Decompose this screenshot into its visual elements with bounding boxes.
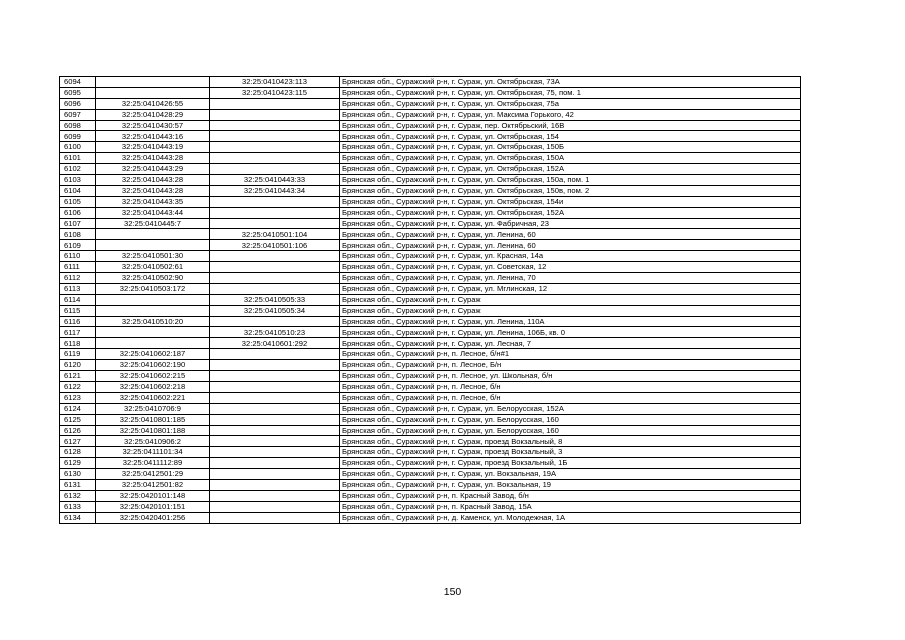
address-cell: Брянская обл., Суражский р-н, д. Каменск, ул. Молодежная, 1А — [340, 512, 801, 523]
address-cell: Брянская обл., Суражский р-н, г. Сураж, ул. Ленина, 70 — [340, 273, 801, 284]
address-cell: Брянская обл., Суражский р-н, г. Сураж, ул. Октябрьская, 75а — [340, 98, 801, 109]
address-cell: Брянская обл., Суражский р-н, п. Лесное, б/н — [340, 392, 801, 403]
row-number-cell: 6119 — [60, 349, 96, 360]
address-cell: Брянская обл., Суражский р-н, г. Сураж, ул. Ленина, 60 — [340, 229, 801, 240]
row-number-cell: 6096 — [60, 98, 96, 109]
object-cadastral-number-cell — [210, 349, 340, 360]
table-row — [60, 131, 801, 142]
row-number-cell: 6109 — [60, 240, 96, 251]
cadastral-number-cell: 32:25:0410510:20 — [96, 316, 210, 327]
address-cell: Брянская обл., Суражский р-н, п. Лесное, Б/н — [340, 360, 801, 371]
table-row — [60, 175, 801, 186]
table-row — [60, 381, 801, 392]
row-number-cell: 6106 — [60, 207, 96, 218]
address-cell: Брянская обл., Суражский р-н, г. Сураж, ул. Октябрьская, 154 — [340, 131, 801, 142]
cadastral-number-cell: 32:25:0412501:29 — [96, 469, 210, 480]
object-cadastral-number-cell — [210, 164, 340, 175]
object-cadastral-number-cell — [210, 109, 340, 120]
row-number-cell: 6103 — [60, 175, 96, 186]
table-row — [60, 327, 801, 338]
table-row — [60, 218, 801, 229]
object-cadastral-number-cell — [210, 142, 340, 153]
table-row — [60, 360, 801, 371]
object-cadastral-number-cell — [210, 479, 340, 490]
cadastral-number-cell — [96, 305, 210, 316]
cadastral-number-cell — [96, 240, 210, 251]
cadastral-number-cell: 32:25:0410430:57 — [96, 120, 210, 131]
row-number-cell: 6097 — [60, 109, 96, 120]
row-number-cell: 6118 — [60, 338, 96, 349]
address-cell: Брянская обл., Суражский р-н, п. Лесное, б/н#1 — [340, 349, 801, 360]
address-cell: Брянская обл., Суражский р-н, г. Сураж, ул. Белорусская, 152А — [340, 403, 801, 414]
table-row — [60, 196, 801, 207]
table-row — [60, 251, 801, 262]
table-row — [60, 392, 801, 403]
address-cell: Брянская обл., Суражский р-н, г. Сураж, ул. Октябрьская, 150Б — [340, 142, 801, 153]
table-row — [60, 273, 801, 284]
cadastral-number-cell: 32:25:0420101:151 — [96, 501, 210, 512]
object-cadastral-number-cell: 32:25:0410601:292 — [210, 338, 340, 349]
object-cadastral-number-cell — [210, 392, 340, 403]
table-row — [60, 87, 801, 98]
cadastral-number-cell: 32:25:0410443:19 — [96, 142, 210, 153]
table-row — [60, 262, 801, 273]
address-cell: Брянская обл., Суражский р-н, г. Сураж, ул. Ленина, 106Б, кв. 0 — [340, 327, 801, 338]
cadastral-number-cell — [96, 294, 210, 305]
cadastral-number-cell: 32:25:0410443:29 — [96, 164, 210, 175]
table-row — [60, 479, 801, 490]
object-cadastral-number-cell — [210, 414, 340, 425]
row-number-cell: 6126 — [60, 425, 96, 436]
cadastral-number-cell: 32:25:0410602:221 — [96, 392, 210, 403]
row-number-cell: 6130 — [60, 469, 96, 480]
address-cell: Брянская обл., Суражский р-н, г. Сураж, ул. Фабричная, 23 — [340, 218, 801, 229]
object-cadastral-number-cell — [210, 436, 340, 447]
row-number-cell: 6115 — [60, 305, 96, 316]
cadastral-number-cell: 32:25:0411101:34 — [96, 447, 210, 458]
row-number-cell: 6104 — [60, 185, 96, 196]
address-cell: Брянская обл., Суражский р-н, г. Сураж, ул. Белорусская, 160 — [340, 425, 801, 436]
table-row — [60, 142, 801, 153]
table-row — [60, 447, 801, 458]
cadastral-number-cell: 32:25:0410801:185 — [96, 414, 210, 425]
row-number-cell: 6113 — [60, 283, 96, 294]
table-row — [60, 98, 801, 109]
row-number-cell: 6102 — [60, 164, 96, 175]
address-cell: Брянская обл., Суражский р-н, г. Сураж, ул. Вокзальная, 19 — [340, 479, 801, 490]
table-row — [60, 240, 801, 251]
object-cadastral-number-cell — [210, 469, 340, 480]
address-cell: Брянская обл., Суражский р-н, п. Красный Завод, 15А — [340, 501, 801, 512]
row-number-cell: 6129 — [60, 458, 96, 469]
row-number-cell: 6133 — [60, 501, 96, 512]
object-cadastral-number-cell: 32:25:0410505:33 — [210, 294, 340, 305]
row-number-cell: 6123 — [60, 392, 96, 403]
row-number-cell: 6131 — [60, 479, 96, 490]
cadastral-number-cell: 32:25:0410502:90 — [96, 273, 210, 284]
address-cell: Брянская обл., Суражский р-н, г. Сураж, ул. Октябрьская, 154и — [340, 196, 801, 207]
object-cadastral-number-cell: 32:25:0410505:34 — [210, 305, 340, 316]
row-number-cell: 6121 — [60, 371, 96, 382]
object-cadastral-number-cell — [210, 120, 340, 131]
object-cadastral-number-cell — [210, 98, 340, 109]
object-cadastral-number-cell: 32:25:0410501:106 — [210, 240, 340, 251]
row-number-cell: 6094 — [60, 77, 96, 88]
row-number-cell: 6112 — [60, 273, 96, 284]
table-row — [60, 458, 801, 469]
cadastral-number-cell — [96, 77, 210, 88]
address-cell: Брянская обл., Суражский р-н, г. Сураж, ул. Лесная, 7 — [340, 338, 801, 349]
cadastral-number-cell: 32:25:0410602:218 — [96, 381, 210, 392]
object-cadastral-number-cell — [210, 153, 340, 164]
address-cell: Брянская обл., Суражский р-н, г. Сураж, ул. Вокзальная, 19А — [340, 469, 801, 480]
row-number-cell: 6116 — [60, 316, 96, 327]
row-number-cell: 6117 — [60, 327, 96, 338]
object-cadastral-number-cell — [210, 207, 340, 218]
address-cell: Брянская обл., Суражский р-н, г. Сураж, ул. Октябрьская, 150в, пом. 2 — [340, 185, 801, 196]
table-row — [60, 338, 801, 349]
object-cadastral-number-cell: 32:25:0410443:33 — [210, 175, 340, 186]
object-cadastral-number-cell — [210, 447, 340, 458]
table-row — [60, 316, 801, 327]
cadastral-number-cell — [96, 327, 210, 338]
cadastral-number-cell: 32:25:0410443:16 — [96, 131, 210, 142]
object-cadastral-number-cell: 32:25:0410501:104 — [210, 229, 340, 240]
cadastral-number-cell: 32:25:0410502:61 — [96, 262, 210, 273]
address-cell: Брянская обл., Суражский р-н, г. Сураж, проезд Вокзальный, 1Б — [340, 458, 801, 469]
registry-table — [59, 76, 801, 524]
object-cadastral-number-cell — [210, 131, 340, 142]
cadastral-number-cell: 32:25:0410443:28 — [96, 175, 210, 186]
object-cadastral-number-cell — [210, 251, 340, 262]
object-cadastral-number-cell — [210, 196, 340, 207]
row-number-cell: 6108 — [60, 229, 96, 240]
object-cadastral-number-cell: 32:25:0410423:115 — [210, 87, 340, 98]
table-row — [60, 207, 801, 218]
page-number: 150 — [443, 586, 462, 598]
table-row — [60, 77, 801, 88]
cadastral-number-cell: 32:25:0410706:9 — [96, 403, 210, 414]
object-cadastral-number-cell — [210, 501, 340, 512]
row-number-cell: 6110 — [60, 251, 96, 262]
address-cell: Брянская обл., Суражский р-н, г. Сураж, ул. Октябрьская, 152А — [340, 207, 801, 218]
registry-table-body — [60, 77, 801, 524]
cadastral-number-cell: 32:25:0410443:35 — [96, 196, 210, 207]
cadastral-number-cell: 32:25:0410503:172 — [96, 283, 210, 294]
address-cell: Брянская обл., Суражский р-н, п. Лесное, ул. Школьная, б/н — [340, 371, 801, 382]
object-cadastral-number-cell — [210, 381, 340, 392]
table-row — [60, 403, 801, 414]
row-number-cell: 6122 — [60, 381, 96, 392]
table-row — [60, 109, 801, 120]
table-row — [60, 501, 801, 512]
table-row — [60, 229, 801, 240]
cadastral-number-cell: 32:25:0410602:190 — [96, 360, 210, 371]
cadastral-number-cell: 32:25:0420101:148 — [96, 490, 210, 501]
address-cell: Брянская обл., Суражский р-н, г. Сураж, ул. Ленина, 60 — [340, 240, 801, 251]
address-cell: Брянская обл., Суражский р-н, г. Сураж, ул. Белорусская, 160 — [340, 414, 801, 425]
row-number-cell: 6114 — [60, 294, 96, 305]
address-cell: Брянская обл., Суражский р-н, г. Сураж, пер. Октябрьский, 16В — [340, 120, 801, 131]
cadastral-number-cell: 32:25:0410906:2 — [96, 436, 210, 447]
object-cadastral-number-cell — [210, 283, 340, 294]
address-cell: Брянская обл., Суражский р-н, г. Сураж, ул. Красная, 14а — [340, 251, 801, 262]
address-cell: Брянская обл., Суражский р-н, п. Лесное, б/н — [340, 381, 801, 392]
cadastral-number-cell — [96, 229, 210, 240]
row-number-cell: 6101 — [60, 153, 96, 164]
cadastral-number-cell: 32:25:0410428:29 — [96, 109, 210, 120]
object-cadastral-number-cell — [210, 218, 340, 229]
table-row — [60, 469, 801, 480]
object-cadastral-number-cell: 32:25:0410510:23 — [210, 327, 340, 338]
cadastral-number-cell: 32:25:0420401:256 — [96, 512, 210, 523]
cadastral-number-cell — [96, 338, 210, 349]
row-number-cell: 6120 — [60, 360, 96, 371]
address-cell: Брянская обл., Суражский р-н, г. Сураж — [340, 305, 801, 316]
table-row — [60, 164, 801, 175]
row-number-cell: 6134 — [60, 512, 96, 523]
table-row — [60, 490, 801, 501]
table-row — [60, 414, 801, 425]
address-cell: Брянская обл., Суражский р-н, г. Сураж, ул. Октябрьская, 152А — [340, 164, 801, 175]
row-number-cell: 6098 — [60, 120, 96, 131]
cadastral-number-cell — [96, 87, 210, 98]
cadastral-number-cell: 32:25:0410443:44 — [96, 207, 210, 218]
address-cell: Брянская обл., Суражский р-н, г. Сураж, ул. Советская, 12 — [340, 262, 801, 273]
cadastral-number-cell: 32:25:0410602:215 — [96, 371, 210, 382]
object-cadastral-number-cell — [210, 262, 340, 273]
address-cell: Брянская обл., Суражский р-н, г. Сураж — [340, 294, 801, 305]
row-number-cell: 6125 — [60, 414, 96, 425]
table-row — [60, 349, 801, 360]
row-number-cell: 6107 — [60, 218, 96, 229]
table-row — [60, 294, 801, 305]
object-cadastral-number-cell — [210, 458, 340, 469]
object-cadastral-number-cell — [210, 403, 340, 414]
row-number-cell: 6100 — [60, 142, 96, 153]
address-cell: Брянская обл., Суражский р-н, г. Сураж, ул. Максима Горького, 42 — [340, 109, 801, 120]
address-cell: Брянская обл., Суражский р-н, г. Сураж, проезд Вокзальный, 8 — [340, 436, 801, 447]
address-cell: Брянская обл., Суражский р-н, г. Сураж, ул. Октябрьская, 75, пом. 1 — [340, 87, 801, 98]
row-number-cell: 6124 — [60, 403, 96, 414]
cadastral-number-cell: 32:25:0410443:28 — [96, 185, 210, 196]
object-cadastral-number-cell — [210, 425, 340, 436]
table-row — [60, 436, 801, 447]
row-number-cell: 6111 — [60, 262, 96, 273]
object-cadastral-number-cell — [210, 512, 340, 523]
address-cell: Брянская обл., Суражский р-н, г. Сураж, ул. Октябрьская, 150А — [340, 153, 801, 164]
cadastral-number-cell: 32:25:0410602:187 — [96, 349, 210, 360]
object-cadastral-number-cell — [210, 371, 340, 382]
address-cell: Брянская обл., Суражский р-н, п. Красный Завод, б/н — [340, 490, 801, 501]
address-cell: Брянская обл., Суражский р-н, г. Сураж, ул. Мглинская, 12 — [340, 283, 801, 294]
table-row — [60, 283, 801, 294]
object-cadastral-number-cell — [210, 360, 340, 371]
row-number-cell: 6105 — [60, 196, 96, 207]
cadastral-number-cell: 32:25:0411112:89 — [96, 458, 210, 469]
table-row — [60, 512, 801, 523]
cadastral-number-cell: 32:25:0410443:28 — [96, 153, 210, 164]
row-number-cell: 6128 — [60, 447, 96, 458]
row-number-cell: 6127 — [60, 436, 96, 447]
table-row — [60, 305, 801, 316]
table-row — [60, 425, 801, 436]
address-cell: Брянская обл., Суражский р-н, г. Сураж, ул. Ленина, 110А — [340, 316, 801, 327]
table-row — [60, 153, 801, 164]
object-cadastral-number-cell — [210, 273, 340, 284]
row-number-cell: 6132 — [60, 490, 96, 501]
row-number-cell: 6095 — [60, 87, 96, 98]
table-row — [60, 185, 801, 196]
cadastral-number-cell: 32:25:0410501:30 — [96, 251, 210, 262]
cadastral-number-cell: 32:25:0412501:82 — [96, 479, 210, 490]
address-cell: Брянская обл., Суражский р-н, г. Сураж, ул. Октябрьская, 73А — [340, 77, 801, 88]
cadastral-number-cell: 32:25:0410426:55 — [96, 98, 210, 109]
table-row — [60, 371, 801, 382]
cadastral-number-cell: 32:25:0410801:188 — [96, 425, 210, 436]
object-cadastral-number-cell — [210, 316, 340, 327]
object-cadastral-number-cell — [210, 490, 340, 501]
cadastral-number-cell: 32:25:0410445:7 — [96, 218, 210, 229]
object-cadastral-number-cell: 32:25:0410423:113 — [210, 77, 340, 88]
row-number-cell: 6099 — [60, 131, 96, 142]
address-cell: Брянская обл., Суражский р-н, г. Сураж, ул. Октябрьская, 150а, пом. 1 — [340, 175, 801, 186]
table-row — [60, 120, 801, 131]
address-cell: Брянская обл., Суражский р-н, г. Сураж, проезд Вокзальный, 3 — [340, 447, 801, 458]
object-cadastral-number-cell: 32:25:0410443:34 — [210, 185, 340, 196]
